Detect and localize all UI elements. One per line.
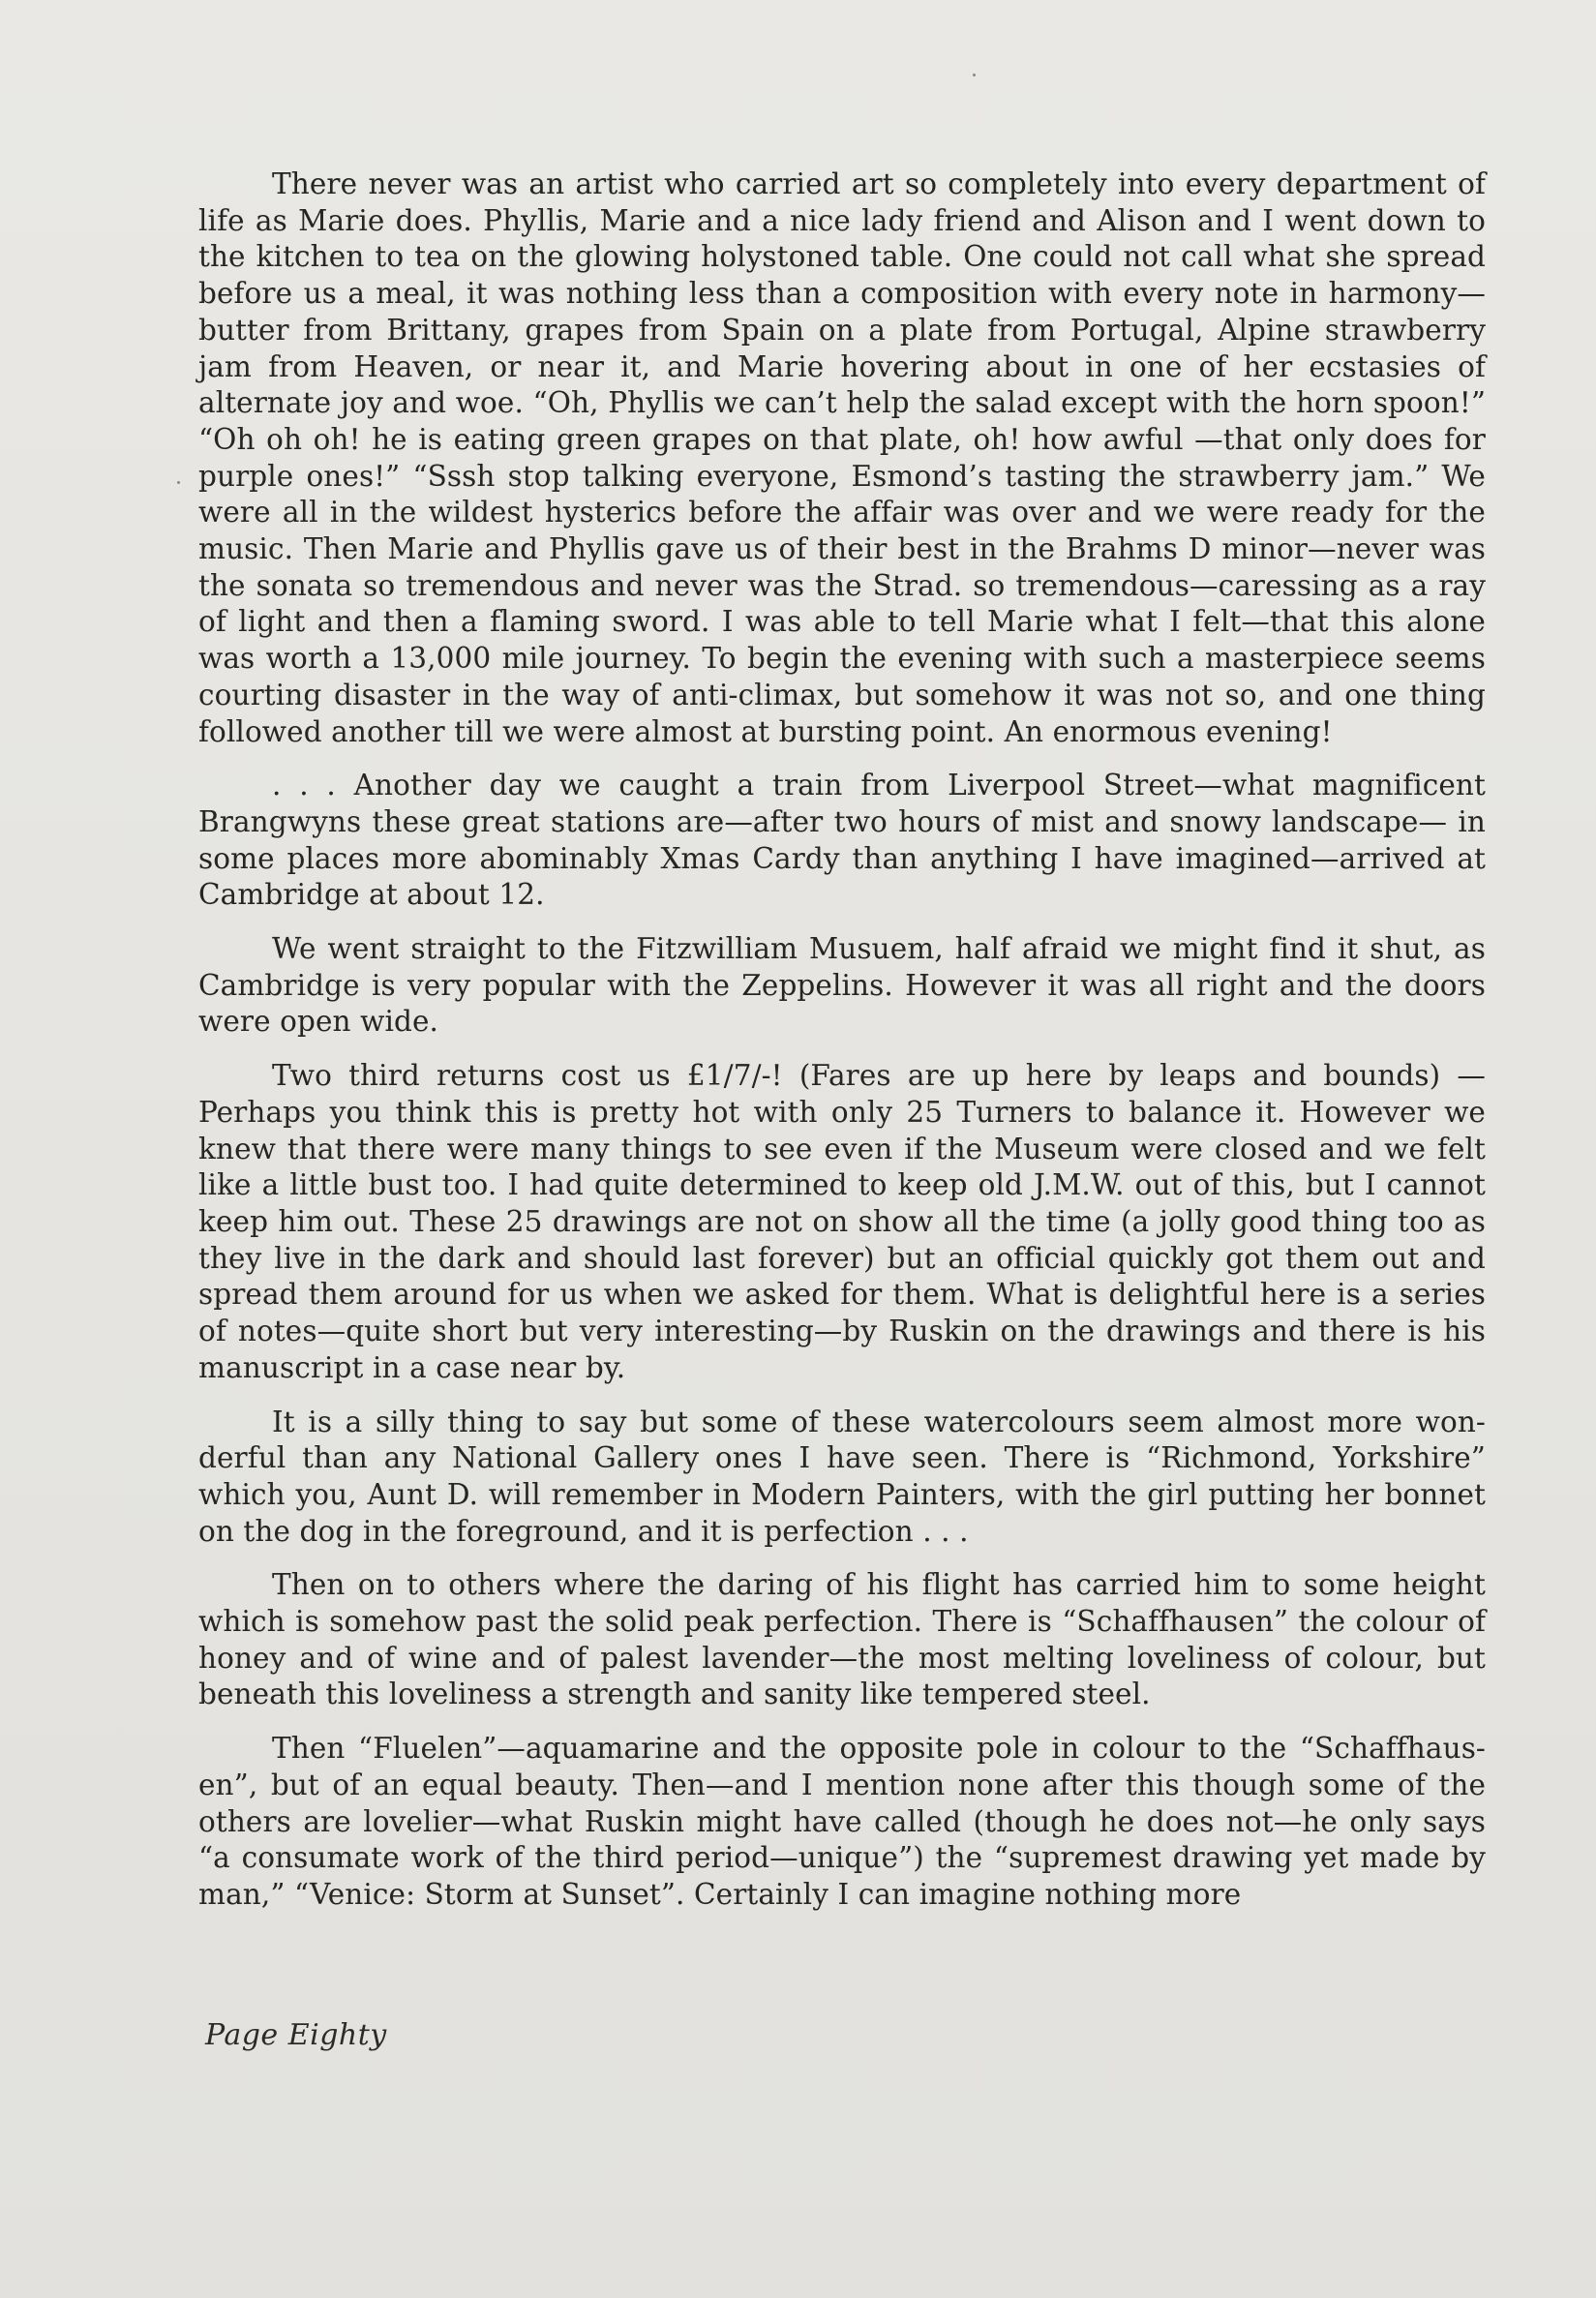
paragraph-1: There never was an artist who carried art so completely into every department of life as Marie does. Phyllis, Marie and a nice lady friend and Alison and I went down to the kitchen to tea on the glowing holystoned table. One could not call what she spread before us a meal, it was nothing less than a composition with every note in harmony—butter from Brittany, grapes from Spain on a plate from Portugal, Alpine strawberry jam from Heaven, or near it, and Marie hovering about in one of her ecstasies of alternate joy and woe. “Oh, Phyllis we can’t help the salad except with the horn spoon!” “Oh oh oh! he is eating green grapes on that plate, oh! how awful —that only does for purple ones!” “Sssh stop talking everyone, Esmond’s tasting the strawberry jam.” We were all in the wildest hysterics before the affair was over and we were ready for the music. Then Marie and Phyllis gave us of their best in the Brahms D minor—never was the sonata so tremendous and never was the Strad. so tremendous—caressing as a ray of light and then a flaming sword. I was able to tell Marie what I felt—that this alone was worth a 13,000 mile journey. To begin the evening with such a masterpiece seems courting disaster in the way of anti-climax, but somehow it was not so, and one thing followed another till we were almost at bursting point. An enormous evening! (198, 167, 1486, 748)
paragraph-2: . . . Another day we caught a train from Liverpool Street—what magnificent Brangwyns these great stations are—after two hours of mist and snowy landscape— in some places more abominably Xmas Cardy than anything I have imagined—arrived at Cambridge at about 12. (198, 769, 1486, 912)
body-text (198, 166, 1486, 1914)
paper-speck (177, 481, 180, 484)
paragraph-7: Then “Fluelen”—aquamarine and the opposite pole in colour to the “Schaffhaus- en”, but of an equal beauty. Then—and I mention none after this though some of the others are lovelier—what Ruskin might have called (though he does not—he only says “a consumate work of the third period—unique”) the “supremest drawing yet made by man,” “Venice: Storm at Sunset”. Certainly I can imagine nothing more (198, 1732, 1486, 1911)
paper-speck (973, 74, 976, 76)
paragraph-6: Then on to others where the daring of his flight has carried him to some height which is somehow past the solid peak perfection. There is “Schaffhausen” the colour of honey and of wine and of palest lavender—the most melting loveliness of colour, but beneath this loveliness a strength and sanity like tempered steel. (198, 1568, 1486, 1711)
page-number: Page Eighty (205, 2018, 387, 2052)
paragraph-5: It is a silly thing to say but some of these watercolours seem almost more won- derful than any National Gallery ones I have seen. There is “Richmond, Yorkshire” which you, Aunt D. will remember in Modern Painters, with the girl putting her bonnet on the dog in the foreground, and it is perfection . . . (198, 1405, 1486, 1548)
paragraph-4: Two third returns cost us £1/7/-! (Fares are up here by leaps and bounds) —Perhaps you think this is pretty hot with only 25 Turners to balance it. However we knew that there were many things to see even if the Museum were closed and we felt like a little bust too. I had quite determined to keep old J.M.W. out of this, but I cannot keep him out. These 25 drawings are not on show all the time (a jolly good thing too as they live in the dark and should last forever) but an official quickly got them out and spread them around for us when we asked for them. What is delightful here is a series of notes—quite short but very interesting—by Ruskin on the drawings and there is his manuscript in a case near by. (198, 1059, 1486, 1384)
paragraph-3: We went straight to the Fitzwilliam Musuem, half afraid we might find it shut, as Cambridge is very popular with the Zeppelins. However it was all right and the doors were open wide. (198, 932, 1486, 1039)
